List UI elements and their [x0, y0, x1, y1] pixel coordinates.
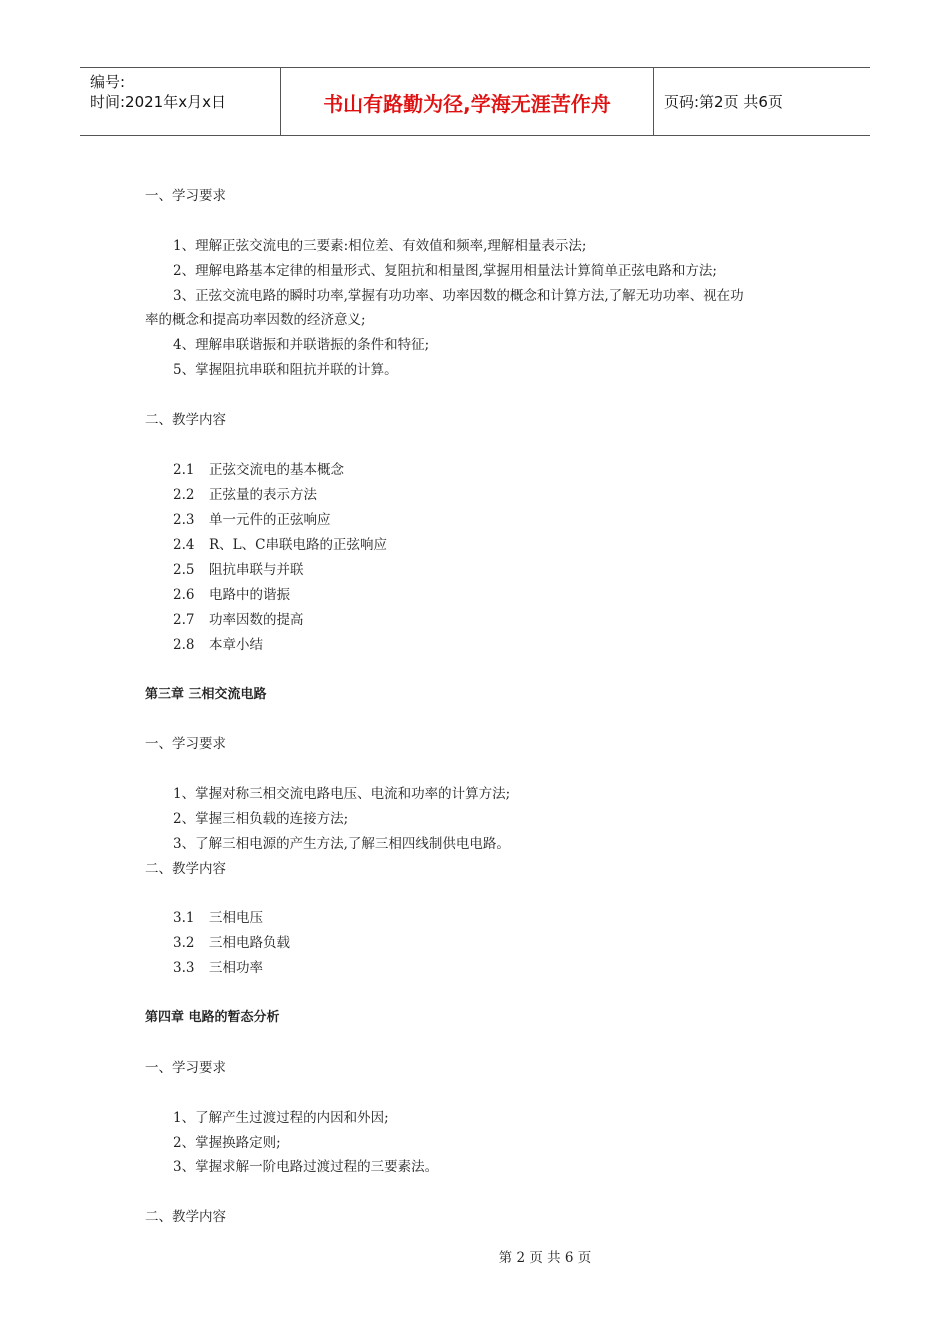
toc-number: 3.1: [173, 910, 195, 926]
section-heading: 一、学习要求: [145, 736, 226, 752]
requirement-item: 2、掌握三相负载的连接方法;: [173, 811, 349, 827]
toc-text: R、L、C串联电路的正弦响应: [209, 537, 387, 553]
document-number-label: 编号:: [90, 73, 126, 91]
toc-text: 三相功率: [209, 960, 263, 976]
requirement-item: 3、掌握求解一阶电路过渡过程的三要素法。: [173, 1159, 439, 1175]
toc-item: [173, 510, 331, 530]
toc-item: [173, 610, 304, 630]
requirement-item: 1、掌握对称三相交流电路电压、电流和功率的计算方法;: [173, 786, 511, 802]
requirement-item: 4、理解串联谐振和并联谐振的条件和特征;: [173, 337, 430, 353]
document-time-label: 时间:2021年x月x日: [90, 93, 226, 111]
requirement-item: 3、正弦交流电路的瞬时功率,掌握有功功率、功率因数的概念和计算方法,了解无功功率、视在功: [173, 288, 744, 304]
toc-number: 2.6: [173, 587, 195, 603]
section-heading: 二、教学内容: [145, 412, 226, 428]
requirement-item: 2、掌握换路定则;: [173, 1135, 281, 1151]
header-meta: [80, 68, 281, 135]
toc-number: 2.3: [173, 512, 195, 528]
toc-item: [173, 535, 387, 555]
toc-item: [173, 908, 263, 928]
toc-text: 功率因数的提高: [209, 612, 304, 628]
toc-item: [173, 958, 263, 978]
section-heading: 一、学习要求: [145, 188, 226, 204]
chapter-title: 第三章 三相交流电路: [145, 687, 267, 702]
section-heading: 二、教学内容: [145, 861, 226, 877]
header-motto: 书山有路勤为径,学海无涯苦作舟: [281, 68, 654, 135]
toc-text: 阻抗串联与并联: [209, 562, 304, 578]
toc-number: 2.4: [173, 537, 195, 553]
toc-number: 2.1: [173, 462, 195, 478]
page-footer: 第 2 页 共 6 页: [498, 1250, 592, 1266]
toc-number: 2.8: [173, 637, 195, 653]
requirement-item: 5、掌握阻抗串联和阻抗并联的计算。: [173, 362, 398, 378]
requirement-item: 3、了解三相电源的产生方法,了解三相四线制供电电路。: [173, 836, 510, 852]
chapter-title: 第四章 电路的暂态分析: [145, 1010, 280, 1025]
toc-number: 3.3: [173, 960, 195, 976]
toc-item: [173, 460, 344, 480]
toc-number: 2.5: [173, 562, 195, 578]
toc-item: [173, 933, 290, 953]
toc-number: 2.7: [173, 612, 195, 628]
toc-text: 正弦交流电的基本概念: [209, 462, 344, 478]
toc-text: 三相电路负载: [209, 935, 290, 951]
toc-text: 正弦量的表示方法: [209, 487, 317, 503]
toc-item: [173, 485, 317, 505]
toc-text: 本章小结: [209, 637, 263, 653]
requirement-item-continued: 率的概念和提高功率因数的经济意义;: [145, 312, 366, 328]
page-header: [80, 67, 870, 136]
toc-text: 电路中的谐振: [209, 587, 290, 603]
toc-number: 2.2: [173, 487, 195, 503]
requirement-item: 2、理解电路基本定律的相量形式、复阻抗和相量图,掌握用相量法计算简单正弦电路和方法;: [173, 263, 717, 279]
requirement-item: 1、了解产生过渡过程的内因和外因;: [173, 1110, 389, 1126]
section-heading: 一、学习要求: [145, 1060, 226, 1076]
toc-item: [173, 560, 304, 580]
toc-text: 单一元件的正弦响应: [209, 512, 331, 528]
toc-number: 3.2: [173, 935, 195, 951]
toc-text: 三相电压: [209, 910, 263, 926]
toc-item: [173, 585, 290, 605]
section-heading: 二、教学内容: [145, 1209, 226, 1225]
header-page-info: 页码:第2页 共6页: [664, 93, 783, 111]
requirement-item: 1、理解正弦交流电的三要素:相位差、有效值和频率,理解相量表示法;: [173, 238, 587, 254]
toc-item: [173, 635, 263, 655]
